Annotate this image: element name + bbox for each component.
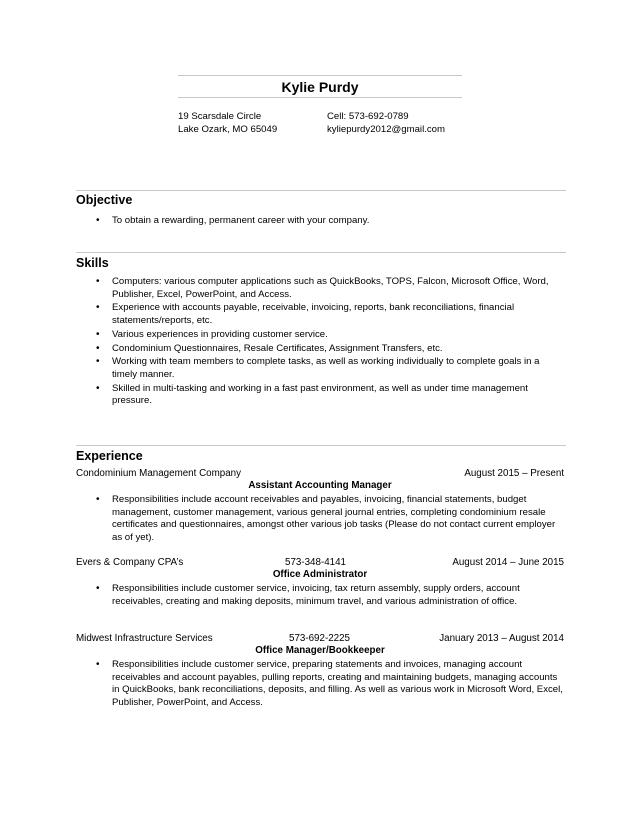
address-line-1: 19 Scarsdale Circle xyxy=(178,111,262,122)
job-title: Assistant Accounting Manager xyxy=(248,480,392,491)
contact-block xyxy=(327,110,445,136)
job-company: Midwest Infrastructure Services xyxy=(76,633,213,644)
header-bottom-rule xyxy=(178,97,462,98)
job-company: Evers & Company CPA’s xyxy=(76,557,184,568)
job-responsibilities xyxy=(96,659,566,711)
objective-list xyxy=(96,215,566,229)
job-responsibilities xyxy=(96,583,566,609)
cell-phone: Cell: 573-692-0789 xyxy=(327,111,409,122)
list-item: • Experience with accounts payable, receivable, invoicing, reports, bank reconciliations, financial statements/reports, etc. xyxy=(96,302,566,327)
job-responsibilities xyxy=(96,494,566,546)
job-phone: 573-348-4141 xyxy=(285,557,347,568)
skills-rule xyxy=(76,252,566,253)
list-item: • To obtain a rewarding, permanent career with your company. xyxy=(96,215,566,228)
job-phone: 573-692-2225 xyxy=(289,633,351,644)
list-item: • Responsibilities include customer service, preparing statements and invoices, managing account receivables and account payables, pulling reports, creating and maintaining budgets, managing accounts in QuickBooks, bank reconciliations, deposits, and filling. As well as various work in Microsoft Word, Excel, Publisher, PowerPoint, and Access. xyxy=(96,659,566,709)
job-title: Office Administrator xyxy=(272,569,368,580)
list-item: • Computers: various computer applications such as QuickBooks, TOPS, Falcon, Microsoft Office, Word, Publisher, Excel, PowerPoint, and Access. xyxy=(96,276,566,301)
list-item: • Responsibilities include account receivables and payables, invoicing, financial statements, budget management, customer management, various general journal entries, completing condominium resale certificates and questionnaires, amongst other various job tasks (Please do not contact current employer as of yet). xyxy=(96,494,566,544)
candidate-name: Kylie Purdy xyxy=(281,79,359,95)
address-line-2: Lake Ozark, MO 65049 xyxy=(178,124,278,135)
job-title: Office Manager/Bookkeeper xyxy=(255,645,385,656)
objective-rule xyxy=(76,190,566,191)
list-item: • Condominium Questionnaires, Resale Certificates, Assignment Transfers, etc. xyxy=(96,343,566,356)
header-top-rule xyxy=(178,75,462,76)
experience-heading: Experience xyxy=(76,449,143,463)
job-company: Condominium Management Company xyxy=(76,468,241,479)
objective-heading: Objective xyxy=(76,193,133,207)
list-item: • Various experiences in providing customer service. xyxy=(96,329,566,342)
skills-heading: Skills xyxy=(76,256,109,270)
skills-list xyxy=(96,276,566,409)
list-item: • Skilled in multi-tasking and working in a fast past environment, as well as under time management pressure. xyxy=(96,383,566,408)
experience-rule xyxy=(76,445,566,446)
job-dates: August 2015 – Present xyxy=(464,468,564,479)
email-address: kyliepurdy2012@gmail.com xyxy=(327,124,445,135)
list-item: • Working with team members to complete tasks, as well as working individually to complete goals in a timely manner. xyxy=(96,356,566,381)
job-dates: August 2014 – June 2015 xyxy=(452,557,564,568)
list-item: • Responsibilities include customer service, invoicing, tax return assembly, supply orders, account receivables, creating and making deposits, minimum travel, and various administration of office. xyxy=(96,583,566,608)
job-dates: January 2013 – August 2014 xyxy=(439,633,564,644)
address-block xyxy=(178,110,277,136)
